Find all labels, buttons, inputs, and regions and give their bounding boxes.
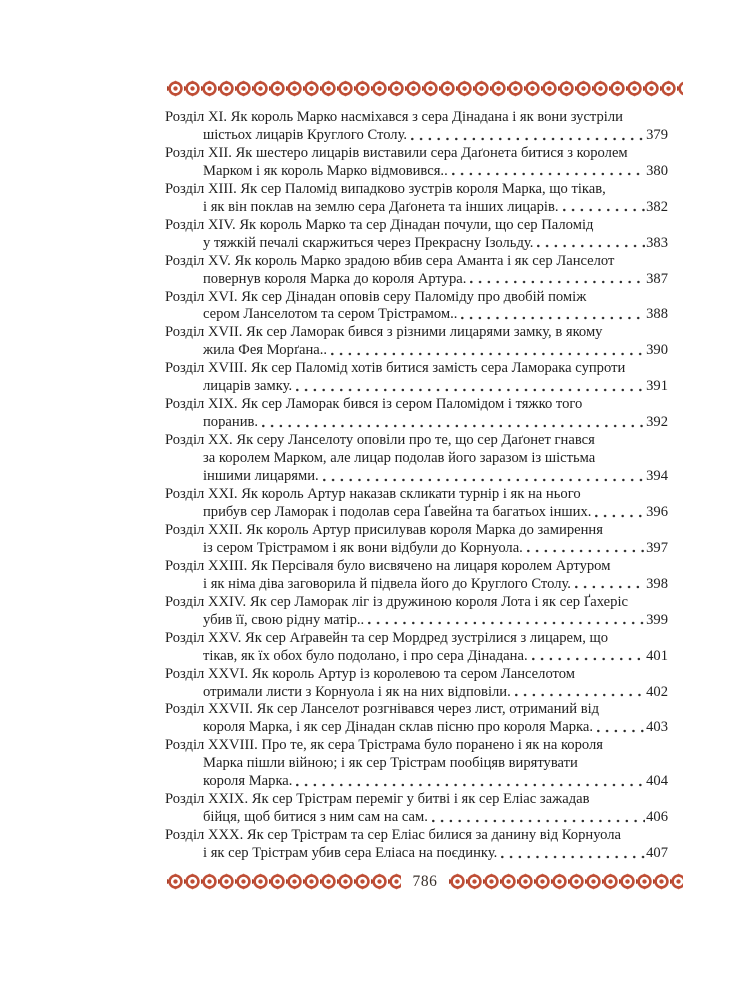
dot-leader (561, 199, 646, 217)
dot-leader (468, 271, 645, 289)
toc-entry-line (165, 540, 668, 558)
dot-leader (409, 127, 645, 145)
toc-entry (165, 827, 668, 863)
toc-entry-line (165, 414, 668, 432)
toc-entry-line (165, 396, 668, 414)
toc-entry (165, 324, 668, 360)
toc-entry-text: Марком і як король Марко відмовився.. (203, 162, 448, 179)
toc-entry-text: отримали листи з Корнуола і як на них відповіли. (203, 683, 511, 700)
toc-entry (165, 486, 668, 522)
toc-entry-line (165, 199, 668, 217)
toc-entry-line (165, 127, 668, 145)
toc-entry-text: повернув короля Марка до короля Артура. (203, 270, 467, 287)
toc-page-number: 402 (646, 683, 668, 700)
toc-entry-line (165, 701, 668, 719)
toc-entry-line (165, 719, 668, 737)
toc-entry-text: Розділ XVII. Як сер Ламорак бився з різними лицарями замку, в якому (165, 324, 603, 341)
dot-leader (321, 468, 645, 486)
toc-page-number: 398 (646, 575, 668, 592)
toc-entry (165, 737, 668, 791)
toc-entry (165, 791, 668, 827)
dot-leader (329, 342, 645, 360)
toc-entry (165, 522, 668, 558)
toc-entry-line (165, 594, 668, 612)
dot-leader (525, 540, 645, 558)
dot-leader (513, 684, 645, 702)
toc-entry-text: Розділ XXVI. Як король Артур із королевою та сером Ланселотом (165, 665, 575, 682)
page-footer (167, 873, 683, 890)
toc-entry-line (165, 648, 668, 666)
toc-entry-text: у тяжкій печалі скаржиться через Прекрасну Ізольду. (203, 234, 534, 251)
toc-entry-line (165, 755, 668, 773)
toc-entry-text: Марка пішли війною; і як сер Трістрам пообіцяв вирятувати (203, 755, 578, 772)
toc-entry-line (165, 342, 668, 360)
toc-entry (165, 630, 668, 666)
toc-entry-text: сером Ланселотом та сером Трістрамом.. (203, 306, 458, 323)
toc-entry-text: Розділ XXVII. Як сер Ланселот розгнівався через лист, отриманий від (165, 701, 600, 718)
toc-entry-line (165, 271, 668, 289)
toc-entry (165, 432, 668, 486)
toc-entry-line (165, 809, 668, 827)
toc-entry-line (165, 163, 668, 181)
toc-entry-line (165, 612, 668, 630)
toc-entry-text: шістьох лицарів Круглого Столу. (203, 126, 408, 143)
toc-entry-line (165, 432, 668, 450)
toc-entry-line (165, 324, 668, 342)
table-of-contents (165, 109, 668, 863)
toc-entry-text: убив її, свою рідну матір.. (203, 611, 365, 628)
toc-entry-text: Розділ XIX. Як сер Ламорак бився із сером Паломідом і тяжко того (165, 396, 583, 413)
toc-entry-text: бійця, щоб битися з ним сам на сам. (203, 809, 428, 826)
toc-entry (165, 666, 668, 702)
toc-page-number: 382 (646, 198, 668, 215)
toc-entry-text: поранив. (203, 414, 259, 431)
toc-entry-text: Розділ XXX. Як сер Трістрам та сер Еліас билися за данину від Корнуола (165, 827, 622, 844)
toc-page-number: 391 (646, 378, 668, 395)
toc-entry-text: Розділ XIV. Як король Марко та сер Дінадан почули, що сер Паломід (165, 216, 594, 233)
toc-page-number: 407 (646, 845, 668, 862)
dot-leader (535, 235, 645, 253)
toc-page-number: 388 (646, 306, 668, 323)
dot-leader (366, 612, 645, 630)
toc-entry-text: Розділ XI. Як король Марко насміхався з сера Дінадана і як вони зустріли (165, 109, 623, 125)
toc-page-number: 383 (646, 234, 668, 251)
toc-entry-line (165, 217, 668, 235)
toc-entry (165, 217, 668, 253)
toc-entry (165, 181, 668, 217)
toc-entry (165, 701, 668, 737)
toc-entry-text: Розділ XXIII. Як Персіваля було висвячено на лицаря королем Артуром (165, 557, 611, 574)
toc-entry (165, 558, 668, 594)
dot-leader (294, 773, 645, 791)
toc-page-number: 379 (646, 126, 668, 143)
dot-leader (530, 648, 646, 666)
toc-page-number: 406 (646, 809, 668, 826)
toc-entry-line (165, 558, 668, 576)
toc-entry-line (165, 145, 668, 163)
ornament-border-bottom-right (449, 873, 683, 890)
page-number: 786 (412, 873, 438, 890)
toc-entry-text: короля Марка, і як сер Дінадан склав пісню про короля Марка. (203, 719, 594, 736)
toc-entry-text: і як він поклав на землю сера Даґонета та інших лицарів. (203, 198, 559, 215)
toc-entry-line (165, 289, 668, 307)
toc-entry-line (165, 845, 668, 863)
toc-entry-line (165, 504, 668, 522)
toc-page-number: 404 (646, 773, 668, 790)
toc-entry-text: тікав, як їх обох було подолано, і про сера Дінадана. (203, 647, 528, 664)
toc-page-number: 399 (646, 611, 668, 628)
toc-entry-text: Розділ XV. Як король Марко зрадою вбив сера Аманта і як сер Ланселот (165, 252, 615, 269)
dot-leader (573, 576, 645, 594)
toc-entry-text: жила Фея Морґана.. (203, 342, 328, 359)
toc-page-number: 401 (646, 647, 668, 664)
toc-entry-line (165, 522, 668, 540)
toc-entry-text: і як сер Трістрам убив сера Еліаса на поєдинку. (203, 845, 498, 862)
toc-entry-line (165, 468, 668, 486)
toc-entry-text: Розділ XXII. Як король Артур присилував короля Марка до замирення (165, 521, 603, 538)
toc-entry-text: Розділ XIII. Як сер Паломід випадково зустрів короля Марка, що тікав, (165, 180, 606, 197)
toc-entry-line (165, 450, 668, 468)
ornament-border-bottom-left (167, 873, 401, 890)
toc-entry-text: із сером Трістрамом і як вони відбули до Корнуола. (203, 539, 523, 556)
toc-entry-text: і як німа діва заговорила й підвела його до Круглого Столу. (203, 575, 571, 592)
toc-entry-line (165, 791, 668, 809)
toc-page-number: 403 (646, 719, 668, 736)
toc-entry (165, 109, 668, 145)
toc-page-number: 390 (646, 342, 668, 359)
toc-entry-line (165, 306, 668, 324)
toc-entry-text: Розділ XXIV. Як сер Ламорак ліг із дружиною короля Лота і як сер Ґахеріс (165, 593, 628, 610)
toc-entry (165, 594, 668, 630)
toc-entry-line (165, 827, 668, 845)
toc-entry-line (165, 181, 668, 199)
toc-entry-text: короля Марка. (203, 773, 293, 790)
toc-entry-text: Розділ XXV. Як сер Аґравейн та сер Мордред зустрілися з лицарем, що (165, 629, 609, 646)
ornament-border-top (167, 80, 683, 97)
toc-entry (165, 145, 668, 181)
toc-page-number: 397 (646, 539, 668, 556)
toc-entry-text: Розділ XX. Як серу Ланселоту оповіли про те, що сер Даґонет гнався (165, 432, 595, 449)
dot-leader (260, 414, 645, 432)
dot-leader (593, 504, 645, 522)
toc-entry-line (165, 109, 668, 127)
toc-page-number: 392 (646, 414, 668, 431)
toc-entry-text: Розділ XII. Як шестеро лицарів виставили сера Даґонета битися з королем (165, 144, 628, 161)
toc-entry (165, 396, 668, 432)
toc-entry-line (165, 666, 668, 684)
toc-entry-line (165, 378, 668, 396)
toc-entry-text: Розділ XXVIII. Про те, як сера Трістрама було поранено і як на короля (165, 737, 603, 754)
dot-leader (450, 163, 645, 181)
dot-leader (294, 378, 645, 396)
toc-entry (165, 289, 668, 325)
toc-entry-text: Розділ XXI. Як король Артур наказав скликати турнір і як на нього (165, 486, 581, 503)
toc-entry-line (165, 630, 668, 648)
toc-entry-line (165, 253, 668, 271)
toc-page-number: 380 (646, 162, 668, 179)
toc-entry-line (165, 235, 668, 253)
dot-leader (430, 809, 645, 827)
toc-entry-line (165, 737, 668, 755)
toc-entry-line (165, 486, 668, 504)
toc-entry-text: прибув сер Ламорак і подолав сера Ґавейна та багатьох інших. (203, 503, 592, 520)
toc-entry (165, 253, 668, 289)
toc-entry-text: за королем Марком, але лицар подолав його заразом із шістьма (203, 450, 596, 467)
toc-entry-line (165, 773, 668, 791)
toc-page-number: 394 (646, 468, 668, 485)
toc-entry-text: Розділ XVI. Як сер Дінадан оповів серу Паломіду про двобій поміж (165, 288, 587, 305)
toc-page-number: 387 (646, 270, 668, 287)
toc-entry-text: Розділ XXIX. Як сер Трістрам переміг у битві і як сер Еліас зажадав (165, 791, 590, 808)
toc-entry-text: Розділ XVIII. Як сер Паломід хотів битися замість сера Ламорака супроти (165, 360, 626, 377)
toc-entry-text: іншими лицарями. (203, 468, 319, 485)
toc-page-number: 396 (646, 503, 668, 520)
dot-leader (595, 719, 645, 737)
dot-leader (499, 845, 645, 863)
toc-entry-line (165, 576, 668, 594)
dot-leader (459, 306, 645, 324)
toc-entry (165, 360, 668, 396)
toc-entry-line (165, 684, 668, 702)
toc-entry-line (165, 360, 668, 378)
toc-entry-text: лицарів замку. (203, 378, 293, 395)
